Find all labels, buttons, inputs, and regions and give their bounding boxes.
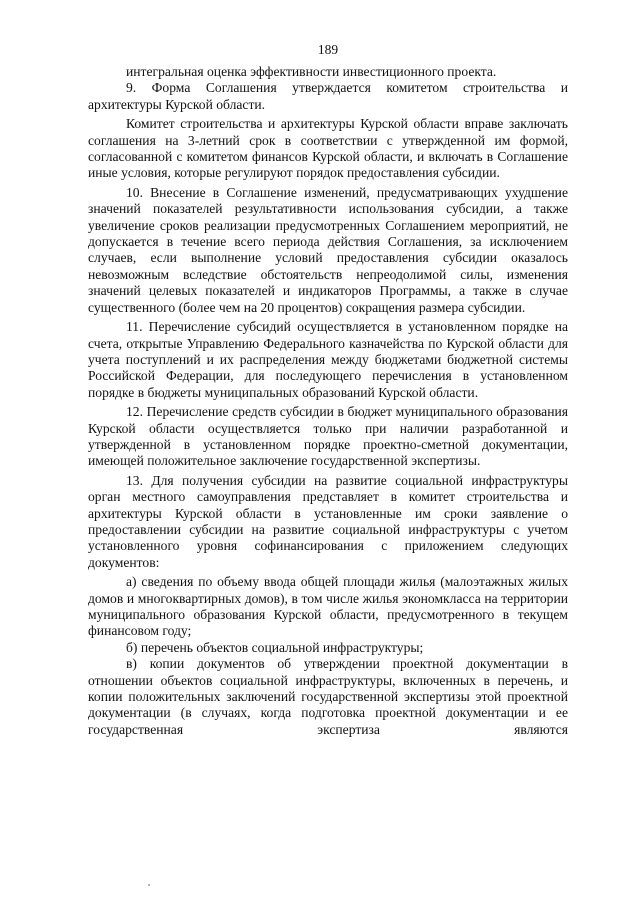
document-body (88, 64, 568, 738)
paragraph-12: 12. Перечисление средств субсидии в бюджет муниципального образования Курской области осуществляется только при наличии разработанной и утвержденной в установленном порядке проектно-сметной документации, имеющей положительное заключение государственной экспертизы. (88, 404, 568, 469)
page-number: 189 (317, 42, 339, 57)
paragraph-10: 10. Внесение в Соглашение изменений, предусматривающих ухудшение значений показателей результативности использования субсидии, а также увеличение сроков реализации предусмотренных Соглашением мероприятий, не допускается в течение всего периода действия Соглашения, за исключением случаев, если выполнение условий предоставления субсидии оказалось невозможным вследствие обстоятельств непреодолимой силы, изменения значений целевых показателей и индикаторов Программы, а также в случае существенного (более чем на 20 процентов) сокращения размера субсидии. (88, 184, 568, 315)
paragraph-continuation: интегральная оценка эффективности инвестиционного проекта. (126, 64, 497, 79)
paragraph-13: 13. Для получения субсидии на развитие социальной инфраструктуры орган местного самоуправления представляет в комитет строительства и архитектуры Курской области в установленные им сроки заявление о предоставлении субсидии на развитие социальной инфраструктуры с учетом установленного уровня софинансирования с приложением следующих документов: (88, 472, 568, 570)
list-item-v: в) копии документов об утверждении проектной документации в отношении объектов социальной инфраструктуры, включенных в перечень, и копии положительных заключений государственной экспертизы этой проектной документации (в случаях, когда подготовка проектной документации и ее государственная экспертиза являются (88, 656, 568, 737)
paragraph-9: 9. Форма Соглашения утверждается комитетом строительства и архитектуры Курской области. (88, 80, 568, 112)
paragraph-11: 11. Перечисление субсидий осуществляется в установленном порядке на счета, открытые Управлению Федерального казначейства по Курской области для учета поступлений и их распределения между бюджетами бюджетной системы Российской Федерации, для последующего перечисления в установленном порядке в бюджеты муниципальных образований Курской области. (88, 319, 568, 400)
document-page (88, 0, 568, 905)
paragraph-committee-right: Комитет строительства и архитектуры Курской области вправе заключать соглашения на 3-летний срок в соответствии с утвержденной им формой, согласованной с комитетом финансов Курской области, и включать в Соглашение иные условия, которые регулируют порядок предоставления субсидии. (88, 116, 568, 181)
list-item-a: а) сведения по объему ввода общей площади жилья (малоэтажных жилых домов и многоквартирных домов), в том числе жилья экономкласса на территории муниципального образования Курской области, предусмотренного в текущем финансовом году; (88, 574, 568, 639)
list-item-b: б) перечень объектов социальной инфраструктуры; (126, 639, 424, 655)
scan-speck (148, 884, 150, 886)
